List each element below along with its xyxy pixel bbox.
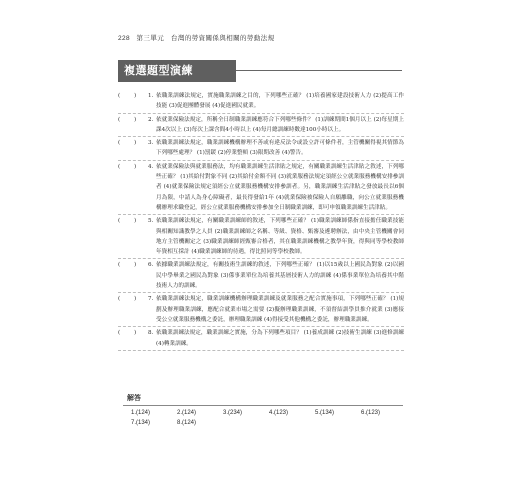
question-number: 6. — [148, 262, 154, 269]
question-text: 依職業訓練法規定，實施職業訓練之目的，下列哪些正確？ (1)培養國家建設技術人力 (2)提高工作技能 (3)促進團體發展 (4)促進國民就業。 — [156, 93, 404, 110]
answer-item: 4.(123) — [269, 410, 289, 416]
question-number: 1. — [148, 93, 154, 99]
question-item — [118, 260, 404, 293]
question-item — [118, 162, 404, 215]
question-item — [118, 294, 404, 327]
question-list — [118, 91, 404, 352]
question-text: 依職業訓練法規定，有關職業訓練師的敘述，下列哪些正確？ (1)職業訓練師係指直接擔任職業技能與相關知識教學之人員 (2)職業訓練師之名稱、等級、資格、甄審及遴聘辦法，由中央主管機關會同地方主管機關定之 (3)職業訓練師經甄審合格者，其在職業訓練機構之教學年資，得與同等學校教師年資相互採計 (4)職業訓練師的待遇，得比照同等學校教師。 — [156, 218, 404, 256]
page-number: 228 — [118, 35, 131, 42]
question-item — [118, 328, 404, 351]
answer-bracket-close: ) — [134, 218, 137, 225]
answer-item: 3.(234) — [223, 410, 243, 416]
question-number: 2. — [148, 116, 154, 123]
answer-bracket-close: ) — [134, 296, 137, 303]
section-title: 複選題型演練 — [118, 60, 236, 82]
answer-bracket-open: ( — [118, 163, 121, 170]
answers-title: 解答 — [127, 394, 141, 402]
question-number: 8. — [148, 330, 154, 337]
question-number: 5. — [148, 218, 154, 225]
section-rule — [236, 70, 402, 71]
question-text: 依職業訓練法規定，職業訓練機構辦理職業訓練及就業服務之配合實施事項，下列哪些正確？ (1)規劃及辦理職業訓練，應配合就業市場之需要 (2)擬辦理職業訓練，不須督結訓學員推介就業 (3)應接受公立就業服務機構之委託，辦理職業訓練 (4)得接受其他機構之委託，辦理職業訓練。 — [156, 296, 404, 323]
question-item — [118, 216, 404, 259]
answer-bracket-open: ( — [118, 262, 121, 269]
question-number: 3. — [148, 140, 154, 147]
question-item — [118, 91, 404, 114]
answers-divider — [123, 405, 403, 406]
question-item — [118, 138, 404, 161]
answer-item: 7.(134) — [131, 420, 151, 426]
question-text: 依職業訓練法規定，職業訓練機構辦理不善或有違反法令或設立許可條件者，主管機關得視其情節為下列哪些處理？ (1)罰鍰 (2)停業整頓 (3)限期改善 (4)警告。 — [156, 140, 404, 157]
question-item — [118, 115, 404, 138]
question-text: 依就業保險法與就業服務法，均有職業訓練生活津貼之規定，有關職業訓練生活津貼之敘述，下列哪些正確？ (1)其給付對象不同 (2)其給付金額不同 (3)就業服務法規定須經公立就業服務機構安排參訓者 (4)就業保險法規定須經公立就業服務機構安排參訓者。另，職業訓練生活津貼之發放最長以6個月為限，中請人為身心障礙者，最長得發給1年 (4)就業保險被保險人自願離職，向公立就業服務機構辦理求職登記，經公立就業服務機構安排參加全日制職業訓練，即可申領職業訓練生活津貼。 — [156, 163, 404, 211]
question-text: 依職業訓練法規定，職業訓練之實施，分為下列哪些項目？ (1)養成訓練 (2)技術生訓練 (3)進修訓練 (4)轉業訓練。 — [156, 330, 404, 347]
question-text: 依就業保險法規定，所稱全日制職業訓練應符合下列哪些條件？ (1)訓練期間1個月以上 (2)每星期上課4次以上 (3)每次上課含間4小時以上 (4)每月總訓練時數達100小時以上。 — [156, 116, 404, 133]
answer-bracket-open: ( — [118, 296, 121, 303]
answer-bracket-close: ) — [134, 116, 137, 123]
answer-item: 6.(123) — [361, 410, 381, 416]
answer-bracket-open: ( — [118, 93, 121, 99]
answer-bracket-close: ) — [134, 140, 137, 147]
answer-bracket-open: ( — [118, 116, 121, 123]
answer-list — [131, 408, 411, 428]
answer-item: 8.(124) — [177, 420, 197, 426]
answer-bracket-open: ( — [118, 140, 121, 147]
question-number: 4. — [148, 163, 154, 170]
answer-item: 2.(124) — [177, 410, 197, 416]
question-number: 7. — [148, 296, 154, 303]
answer-bracket-close: ) — [134, 93, 137, 99]
question-text: 依據職業訓練法規定，有關技術生訓練的敘述，下列哪些正確？ (1)以15歲以上國民為對象 (2)以國民中學畢業之國民為對象 (3)係事業單位為培養其基層技術人力的訓練 (4)係事業單位為培養其中階技術人力的訓練。 — [156, 262, 404, 290]
running-title: 第三單元 台灣的勞資關係與相關的勞動法規 — [136, 34, 275, 42]
answer-bracket-close: ) — [134, 163, 137, 170]
answer-item: 1.(124) — [131, 410, 151, 416]
running-header — [118, 33, 275, 42]
answer-bracket-open: ( — [118, 330, 121, 337]
answer-bracket-open: ( — [118, 218, 121, 225]
answer-item: 5.(134) — [315, 410, 335, 416]
answer-bracket-close: ) — [134, 262, 137, 269]
answer-bracket-close: ) — [134, 330, 137, 337]
